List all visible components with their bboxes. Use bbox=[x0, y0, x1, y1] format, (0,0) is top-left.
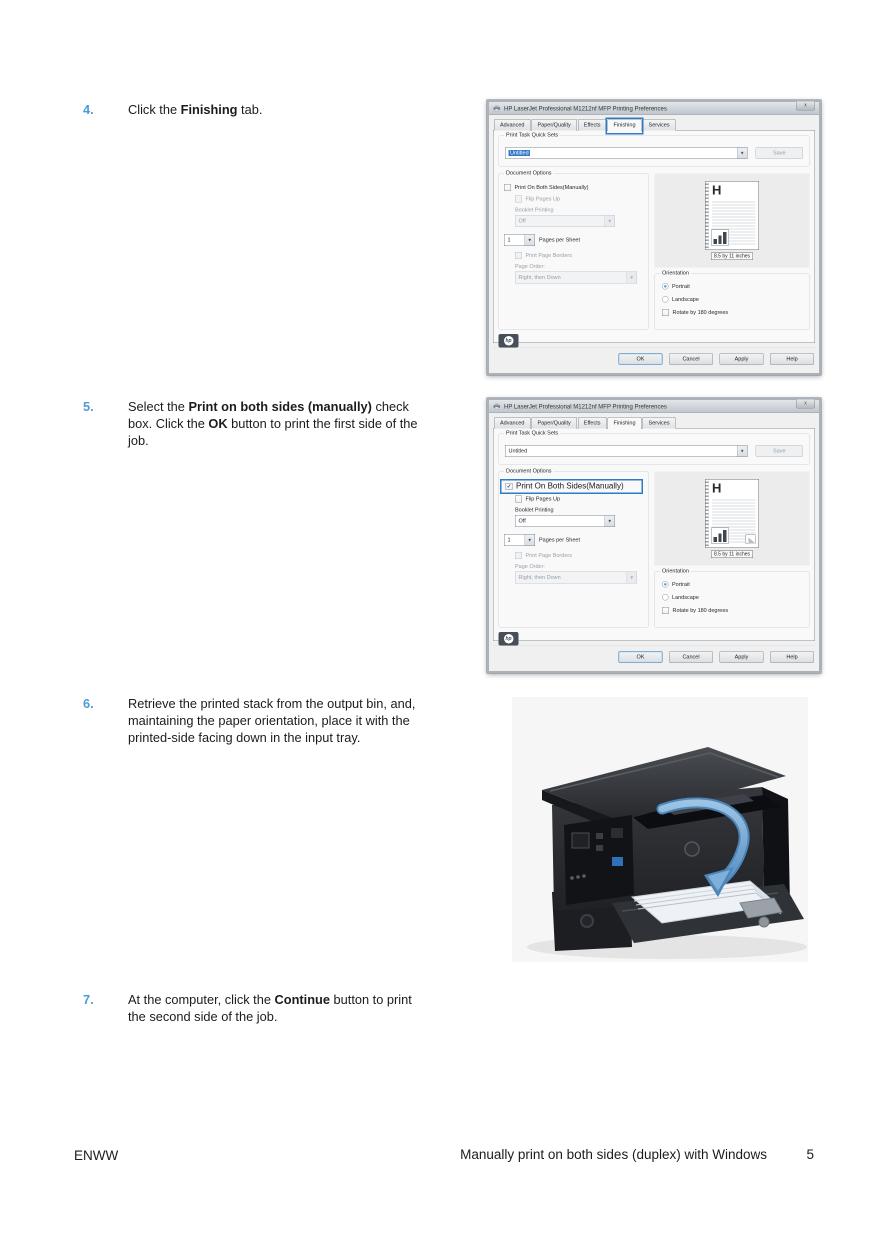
finishing-tab-page bbox=[493, 130, 815, 343]
hp-logo bbox=[499, 334, 519, 348]
group-label: Print Task Quick Sets bbox=[506, 430, 559, 436]
cancel-button[interactable]: Cancel bbox=[669, 353, 713, 365]
dialog-titlebar bbox=[489, 400, 819, 413]
step-number: 5. bbox=[83, 399, 94, 414]
quick-sets-value: Untitled bbox=[508, 448, 528, 454]
print-page-borders-row bbox=[515, 252, 643, 259]
checkbox-label: Flip Pages Up bbox=[525, 496, 561, 502]
preview-binding-edge bbox=[706, 480, 710, 548]
booklet-printing-value: Off bbox=[518, 518, 526, 524]
booklet-printing-combobox bbox=[515, 215, 615, 227]
checkbox-label: Print Page Borders bbox=[525, 252, 572, 259]
pages-per-sheet-value: 1 bbox=[507, 237, 511, 243]
tab-finishing[interactable]: Finishing bbox=[608, 417, 642, 429]
step-text-bold: Continue bbox=[274, 992, 330, 1007]
close-icon[interactable]: x bbox=[796, 102, 815, 111]
dialog-titlebar bbox=[489, 102, 819, 115]
pages-per-sheet-label: Pages per Sheet bbox=[539, 237, 580, 243]
save-button: Save bbox=[756, 445, 804, 457]
page-preview bbox=[655, 472, 810, 566]
group-label: Print Task Quick Sets bbox=[506, 132, 559, 138]
step-number: 4. bbox=[83, 102, 94, 117]
dropdown-arrow-icon[interactable]: ▼ bbox=[525, 235, 535, 246]
step-text bbox=[128, 398, 428, 449]
step-4 bbox=[83, 101, 428, 118]
cancel-button[interactable]: Cancel bbox=[669, 651, 713, 663]
hp-logo-text: hp bbox=[505, 636, 512, 642]
orientation-group bbox=[655, 270, 810, 330]
dropdown-arrow-icon[interactable]: ▼ bbox=[737, 148, 747, 159]
checkbox-label: Flip Pages Up bbox=[525, 196, 561, 202]
group-label: Orientation bbox=[662, 270, 689, 276]
print-both-sides-row bbox=[504, 184, 643, 191]
print-page-borders-checkbox bbox=[515, 552, 522, 559]
preview-chart-icon bbox=[711, 528, 729, 544]
printing-preferences-dialog-1 bbox=[487, 100, 821, 375]
booklet-printing-label: Booklet Printing bbox=[515, 507, 554, 513]
preview-page-thumbnail bbox=[705, 181, 759, 250]
pages-per-sheet-row bbox=[504, 534, 643, 546]
tab-strip bbox=[493, 417, 815, 429]
quick-sets-combobox[interactable] bbox=[505, 147, 748, 159]
close-icon[interactable]: x bbox=[796, 400, 815, 409]
landscape-radio[interactable] bbox=[662, 296, 669, 303]
pages-per-sheet-row bbox=[504, 234, 643, 246]
pages-per-sheet-combobox[interactable] bbox=[504, 234, 535, 246]
tab-advanced[interactable]: Advanced bbox=[494, 119, 530, 131]
preview-chart-icon bbox=[711, 230, 729, 246]
printer-illustration bbox=[512, 697, 808, 962]
step-text bbox=[128, 991, 428, 1025]
printing-preferences-dialog-2 bbox=[487, 398, 821, 673]
print-page-borders-row bbox=[515, 552, 643, 559]
preview-duplex-fold-icon bbox=[746, 535, 756, 544]
flip-pages-up-checkbox[interactable] bbox=[515, 496, 522, 503]
rotate-180-checkbox[interactable] bbox=[662, 309, 669, 316]
dialog-title: HP LaserJet Professional M1212nf MFP Printing Preferences bbox=[504, 402, 667, 410]
hp-logo bbox=[499, 632, 519, 646]
flip-pages-up-row bbox=[515, 496, 643, 503]
page-order-value: Right, then Down bbox=[518, 574, 561, 581]
pages-per-sheet-value: 1 bbox=[507, 537, 511, 543]
step-text-part: Retrieve the printed stack from the output bin, and, maintaining the paper orientation, place it with the printed-side facing down in the input tray. bbox=[128, 696, 416, 745]
radio-label: Portrait bbox=[672, 581, 690, 588]
save-button: Save bbox=[756, 147, 804, 159]
rotate-180-row bbox=[662, 607, 809, 614]
tab-advanced[interactable]: Advanced bbox=[494, 417, 530, 429]
quick-sets-value: Untitled bbox=[510, 150, 529, 156]
booklet-printing-value: Off bbox=[518, 218, 526, 224]
tab-services[interactable]: Services bbox=[643, 119, 676, 131]
footer-enww: ENWW bbox=[74, 1148, 119, 1163]
preview-paper-size: 8.5 by 11 inches bbox=[711, 551, 753, 559]
group-label: Document Options bbox=[506, 170, 552, 176]
step-number: 7. bbox=[83, 992, 94, 1007]
step-5 bbox=[83, 398, 428, 449]
dropdown-arrow-icon[interactable]: ▼ bbox=[525, 535, 535, 546]
flip-pages-up-row bbox=[515, 196, 643, 203]
page-order-value: Right, then Down bbox=[518, 274, 561, 281]
preview-binding-edge bbox=[706, 182, 710, 250]
page-order-label: Page Order: bbox=[515, 563, 545, 570]
tab-finishing[interactable] bbox=[608, 119, 642, 131]
print-both-sides-callout bbox=[500, 479, 643, 494]
step-text-bold: OK bbox=[208, 416, 228, 431]
rotate-180-row bbox=[662, 309, 809, 316]
printer-icon bbox=[493, 403, 501, 410]
orientation-group bbox=[655, 568, 810, 628]
dropdown-arrow-icon[interactable]: ▼ bbox=[737, 446, 747, 457]
group-label: Document Options bbox=[506, 468, 552, 474]
flip-pages-up-checkbox bbox=[515, 196, 522, 203]
page-order-combobox bbox=[515, 572, 637, 584]
preview-h-logo: H bbox=[712, 480, 722, 496]
radio-label: Landscape bbox=[672, 296, 699, 303]
help-button[interactable]: Help bbox=[770, 651, 814, 663]
portrait-row bbox=[662, 581, 809, 588]
tab-effects[interactable]: Effects bbox=[578, 119, 607, 131]
dropdown-arrow-icon: ▼ bbox=[627, 272, 637, 283]
finishing-tab-callout bbox=[606, 118, 644, 135]
dialog-button-bar bbox=[493, 646, 815, 664]
print-both-sides-checkbox[interactable] bbox=[504, 184, 511, 191]
dialog-title: HP LaserJet Professional M1212nf MFP Printing Preferences bbox=[504, 104, 667, 112]
page-order-label: Page Order: bbox=[515, 263, 545, 270]
booklet-printing-combobox[interactable] bbox=[515, 515, 615, 527]
landscape-radio[interactable] bbox=[662, 594, 669, 601]
dropdown-arrow-icon: ▼ bbox=[605, 216, 615, 227]
tab-strip bbox=[493, 119, 815, 131]
printer-photo bbox=[512, 697, 808, 962]
apply-button[interactable]: Apply bbox=[720, 353, 764, 365]
step-6 bbox=[83, 695, 428, 746]
checkbox-label: Print On Both Sides(Manually) bbox=[514, 184, 589, 191]
tab-effects[interactable]: Effects bbox=[578, 417, 607, 429]
tab-services[interactable]: Services bbox=[643, 417, 676, 429]
step-number: 6. bbox=[83, 696, 94, 711]
preview-h-logo: H bbox=[712, 182, 722, 198]
checkbox-label: Rotate by 180 degrees bbox=[672, 309, 729, 316]
step-text-part: tab. bbox=[237, 102, 263, 117]
dialog-button-bar bbox=[493, 348, 815, 366]
print-page-borders-checkbox bbox=[515, 252, 522, 259]
portrait-row bbox=[662, 283, 809, 290]
footer-page-number: 5 bbox=[806, 1147, 814, 1162]
landscape-row bbox=[662, 296, 809, 303]
step-text-part: button to print the first side of the job. bbox=[128, 416, 418, 448]
rotate-180-checkbox[interactable] bbox=[662, 607, 669, 614]
step-text-part: Select the bbox=[128, 399, 189, 414]
print-task-quick-sets-group bbox=[499, 132, 810, 167]
dropdown-arrow-icon: ▼ bbox=[627, 572, 637, 583]
step-text-part: check box. Click the bbox=[128, 399, 409, 431]
hp-logo-text: hp bbox=[505, 338, 512, 344]
step-7 bbox=[83, 991, 428, 1025]
ok-button[interactable]: OK bbox=[619, 353, 663, 365]
preview-paper-size: 8.5 by 11 inches bbox=[711, 253, 753, 261]
print-task-quick-sets-group bbox=[499, 430, 810, 465]
checkbox-label: Print Page Borders bbox=[525, 552, 572, 559]
radio-label: Landscape bbox=[672, 594, 699, 601]
document-options-group bbox=[499, 468, 649, 628]
quick-sets-combobox[interactable] bbox=[505, 445, 748, 457]
document-options-group bbox=[499, 170, 649, 330]
printer-icon bbox=[493, 105, 501, 112]
step-text bbox=[128, 101, 428, 118]
booklet-printing-label: Booklet Printing bbox=[515, 207, 554, 213]
step-text-part: At the computer, click the bbox=[128, 992, 275, 1007]
portrait-radio[interactable] bbox=[662, 581, 669, 588]
step-text-bold: Print on both sides (manually) bbox=[188, 399, 372, 414]
step-text bbox=[128, 695, 428, 746]
apply-button[interactable]: Apply bbox=[720, 651, 764, 663]
tab-paper-quality[interactable]: Paper/Quality bbox=[531, 119, 576, 131]
step-text-part: button to print the second side of the job. bbox=[128, 992, 412, 1024]
print-both-sides-checkbox[interactable]: ✓ bbox=[506, 483, 512, 490]
preview-page-thumbnail bbox=[705, 479, 759, 548]
step-text-part: Click the bbox=[128, 102, 181, 117]
landscape-row bbox=[662, 594, 809, 601]
pages-per-sheet-combobox[interactable] bbox=[504, 534, 535, 546]
radio-label: Portrait bbox=[672, 283, 690, 290]
checkbox-label: Rotate by 180 degrees bbox=[672, 607, 729, 614]
footer-section-title: Manually print on both sides (duplex) with Windows bbox=[460, 1147, 767, 1162]
checkbox-label: Print On Both Sides(Manually) bbox=[516, 482, 624, 491]
help-button[interactable]: Help bbox=[770, 353, 814, 365]
step-text-bold: Finishing bbox=[180, 102, 238, 117]
ok-button[interactable]: OK bbox=[619, 651, 663, 663]
tab-finishing-label: Finishing bbox=[613, 122, 636, 128]
page-order-combobox bbox=[515, 272, 637, 284]
group-label: Orientation bbox=[662, 568, 689, 574]
pages-per-sheet-label: Pages per Sheet bbox=[539, 537, 580, 543]
portrait-radio[interactable] bbox=[662, 283, 669, 290]
finishing-tab-page bbox=[493, 428, 815, 641]
dropdown-arrow-icon[interactable]: ▼ bbox=[605, 516, 615, 527]
tab-paper-quality[interactable]: Paper/Quality bbox=[531, 417, 576, 429]
page-preview bbox=[655, 174, 810, 268]
